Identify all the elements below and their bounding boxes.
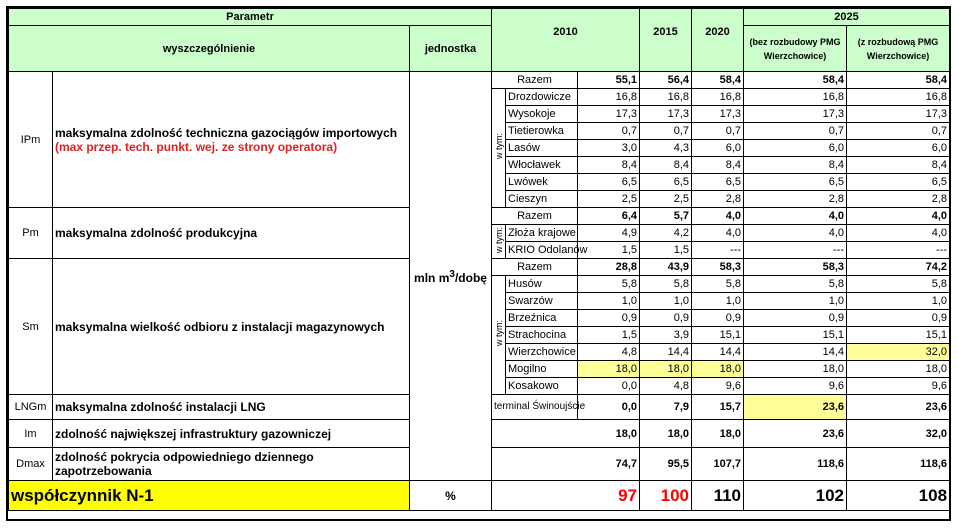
unit-sup: 3 bbox=[449, 268, 455, 280]
cell: 4,0 bbox=[744, 225, 847, 242]
ipm-total-2020: 58,4 bbox=[692, 72, 744, 89]
cell-highlighted: 32,0 bbox=[847, 344, 950, 361]
cell: 0,0 bbox=[578, 378, 640, 395]
cell: 0,9 bbox=[692, 310, 744, 327]
header-row-1 bbox=[9, 9, 950, 26]
pm-total-2010: 6,4 bbox=[578, 208, 640, 225]
cell: 1,0 bbox=[847, 293, 950, 310]
unit-cell bbox=[410, 72, 492, 481]
cell: 1,0 bbox=[578, 293, 640, 310]
cell: 6,5 bbox=[640, 174, 692, 191]
sm-total-2025-a: 58,3 bbox=[744, 259, 847, 276]
sm-row-label: Mogilno bbox=[506, 361, 578, 378]
cell: 0,7 bbox=[640, 123, 692, 140]
sm-row-label: Husów bbox=[506, 276, 578, 293]
cell: 6,0 bbox=[744, 140, 847, 157]
header-jednostka: jednostka bbox=[410, 26, 492, 72]
ipm-row-label: Lasów bbox=[506, 140, 578, 157]
sm-total-label: Razem bbox=[492, 259, 578, 276]
n1-2010: 97 bbox=[492, 481, 640, 511]
header-wyszczegolnienie: wyszczególnienie bbox=[9, 26, 410, 72]
header-2010: 2010 bbox=[492, 9, 640, 72]
im-description: zdolność największej infrastruktury gazowniczej bbox=[53, 420, 410, 448]
cell: 4,3 bbox=[640, 140, 692, 157]
n1-label: współczynnik N-1 bbox=[9, 481, 410, 511]
ipm-total-2015: 56,4 bbox=[640, 72, 692, 89]
dmax-2025-a: 118,6 bbox=[744, 448, 847, 481]
cell: 16,8 bbox=[744, 89, 847, 106]
cell: 6,0 bbox=[847, 140, 950, 157]
cell-highlighted: 18,0 bbox=[640, 361, 692, 378]
cell: 17,3 bbox=[744, 106, 847, 123]
cell: 14,4 bbox=[692, 344, 744, 361]
lngm-code: LNGm bbox=[9, 395, 53, 420]
n1-row bbox=[9, 481, 950, 511]
sm-total-2020: 58,3 bbox=[692, 259, 744, 276]
ipm-total-2025-a: 58,4 bbox=[744, 72, 847, 89]
sm-total-2025-b: 74,2 bbox=[847, 259, 950, 276]
dmax-2010: 74,7 bbox=[492, 448, 640, 481]
ipm-total-2010: 55,1 bbox=[578, 72, 640, 89]
cell: 6,5 bbox=[847, 174, 950, 191]
cell: 0,9 bbox=[578, 310, 640, 327]
cell: 4,0 bbox=[692, 225, 744, 242]
cell: 3,9 bbox=[640, 327, 692, 344]
pm-w-tym-label: w tym: bbox=[493, 226, 504, 253]
pm-row-label: Złoża krajowe bbox=[506, 225, 578, 242]
header-2015: 2015 bbox=[640, 9, 692, 72]
cell: 4,2 bbox=[640, 225, 692, 242]
cell: --- bbox=[847, 242, 950, 259]
lngm-2010: 0,0 bbox=[578, 395, 640, 420]
ipm-row-label: Tietierowka bbox=[506, 123, 578, 140]
cell: 4,0 bbox=[847, 225, 950, 242]
dmax-description: zdolność pokrycia odpowiedniego dziennego zapotrzebowania bbox=[53, 448, 410, 481]
cell: 6,5 bbox=[578, 174, 640, 191]
cell: --- bbox=[692, 242, 744, 259]
cell: 6,0 bbox=[692, 140, 744, 157]
sm-row-label: Brzeźnica bbox=[506, 310, 578, 327]
im-2015: 18,0 bbox=[640, 420, 692, 448]
cell: 16,8 bbox=[640, 89, 692, 106]
lngm-terminal-label: terminal Świnoujście bbox=[492, 395, 578, 420]
cell: 1,5 bbox=[578, 242, 640, 259]
cell: 6,5 bbox=[692, 174, 744, 191]
cell: 8,4 bbox=[640, 157, 692, 174]
cell: 6,5 bbox=[744, 174, 847, 191]
ipm-w-tym bbox=[492, 89, 506, 208]
cell: 4,9 bbox=[578, 225, 640, 242]
pm-row-label: KRIO Odolanów bbox=[506, 242, 578, 259]
cell: 3,0 bbox=[578, 140, 640, 157]
cell: 1,5 bbox=[640, 242, 692, 259]
cell: 17,3 bbox=[847, 106, 950, 123]
cell: 5,8 bbox=[692, 276, 744, 293]
cell: 8,4 bbox=[578, 157, 640, 174]
dmax-2020: 107,7 bbox=[692, 448, 744, 481]
sm-w-tym-label: w tym: bbox=[493, 320, 504, 346]
cell: 0,7 bbox=[692, 123, 744, 140]
unit-suffix: /dobę bbox=[454, 270, 487, 285]
cell: --- bbox=[744, 242, 847, 259]
cell: 2,8 bbox=[692, 191, 744, 208]
ipm-total-row bbox=[9, 72, 950, 89]
pm-total-label: Razem bbox=[492, 208, 578, 225]
cell: 5,8 bbox=[578, 276, 640, 293]
cell: 4,8 bbox=[640, 378, 692, 395]
cell: 1,0 bbox=[744, 293, 847, 310]
cell: 0,7 bbox=[847, 123, 950, 140]
sm-row-label: Kosakowo bbox=[506, 378, 578, 395]
lngm-2015: 7,9 bbox=[640, 395, 692, 420]
lngm-2025-a: 23,6 bbox=[744, 395, 847, 420]
header-2025-without: (bez rozbudowy PMG Wierzchowice) bbox=[744, 26, 847, 72]
pm-total-2025-b: 4,0 bbox=[847, 208, 950, 225]
cell: 0,7 bbox=[744, 123, 847, 140]
ipm-total-2025-b: 58,4 bbox=[847, 72, 950, 89]
cell: 17,3 bbox=[692, 106, 744, 123]
sm-row-label: Strachocina bbox=[506, 327, 578, 344]
cell: 0,9 bbox=[640, 310, 692, 327]
cell-highlighted: 18,0 bbox=[578, 361, 640, 378]
ipm-row-label: Wysokoje bbox=[506, 106, 578, 123]
cell-highlighted: 18,0 bbox=[692, 361, 744, 378]
cell: 9,6 bbox=[744, 378, 847, 395]
cell: 5,8 bbox=[847, 276, 950, 293]
ipm-desc-text: maksymalna zdolność techniczna gazociągów importowych bbox=[55, 125, 398, 140]
dmax-2025-b: 118,6 bbox=[847, 448, 950, 481]
cell: 5,8 bbox=[640, 276, 692, 293]
cell: 0,7 bbox=[578, 123, 640, 140]
cell: 2,8 bbox=[744, 191, 847, 208]
n1-2025-b: 108 bbox=[847, 481, 950, 511]
sm-row-label: Swarzów bbox=[506, 293, 578, 310]
pm-total-2015: 5,7 bbox=[640, 208, 692, 225]
n1-unit: % bbox=[410, 481, 492, 511]
cell: 0,9 bbox=[847, 310, 950, 327]
ipm-description bbox=[53, 72, 410, 208]
lngm-2025-b: 23,6 bbox=[847, 395, 950, 420]
n1-2015: 100 bbox=[640, 481, 692, 511]
ipm-w-tym-label: w tym: bbox=[493, 133, 504, 159]
cell: 16,8 bbox=[692, 89, 744, 106]
cell: 17,3 bbox=[578, 106, 640, 123]
cell: 8,4 bbox=[692, 157, 744, 174]
cell: 8,4 bbox=[847, 157, 950, 174]
sm-row-label: Wierzchowice bbox=[506, 344, 578, 361]
cell: 1,5 bbox=[578, 327, 640, 344]
cell: 16,8 bbox=[847, 89, 950, 106]
ipm-code: IPm bbox=[9, 72, 53, 208]
cell: 0,9 bbox=[744, 310, 847, 327]
pm-total-2020: 4,0 bbox=[692, 208, 744, 225]
cell: 4,8 bbox=[578, 344, 640, 361]
im-2010: 18,0 bbox=[492, 420, 640, 448]
cell: 2,5 bbox=[640, 191, 692, 208]
unit-main: mln m bbox=[414, 270, 450, 285]
im-2025-a: 23,6 bbox=[744, 420, 847, 448]
lngm-description: maksymalna zdolność instalacji LNG bbox=[53, 395, 410, 420]
cell: 16,8 bbox=[578, 89, 640, 106]
cell: 8,4 bbox=[744, 157, 847, 174]
ipm-row-label: Cieszyn bbox=[506, 191, 578, 208]
cell: 18,0 bbox=[744, 361, 847, 378]
n1-2020: 110 bbox=[692, 481, 744, 511]
sm-description: maksymalna wielkość odbioru z instalacji magazynowych bbox=[53, 259, 410, 395]
im-2020: 18,0 bbox=[692, 420, 744, 448]
cell: 15,1 bbox=[692, 327, 744, 344]
cell: 15,1 bbox=[847, 327, 950, 344]
ipm-total-label: Razem bbox=[492, 72, 578, 89]
ipm-note: (max przep. tech. punkt. wej. ze strony operatora) bbox=[55, 139, 338, 154]
cell: 14,4 bbox=[744, 344, 847, 361]
dmax-code: Dmax bbox=[9, 448, 53, 481]
sm-total-2010: 28,8 bbox=[578, 259, 640, 276]
cell: 15,1 bbox=[744, 327, 847, 344]
header-2025-with: (z rozbudową PMG Wierzchowice) bbox=[847, 26, 950, 72]
sm-code: Sm bbox=[9, 259, 53, 395]
cell: 2,8 bbox=[847, 191, 950, 208]
cell: 5,8 bbox=[744, 276, 847, 293]
cell: 2,5 bbox=[578, 191, 640, 208]
pm-description: maksymalna zdolność produkcyjna bbox=[53, 208, 410, 259]
cell: 1,0 bbox=[640, 293, 692, 310]
n1-2025-a: 102 bbox=[744, 481, 847, 511]
cell: 17,3 bbox=[640, 106, 692, 123]
header-parametr: Parametr bbox=[9, 9, 492, 26]
sm-total-2015: 43,9 bbox=[640, 259, 692, 276]
im-code: Im bbox=[9, 420, 53, 448]
n1-indicator-table-frame bbox=[6, 6, 951, 521]
header-row-2 bbox=[9, 26, 950, 72]
header-2020: 2020 bbox=[692, 9, 744, 72]
cell: 14,4 bbox=[640, 344, 692, 361]
sm-w-tym bbox=[492, 276, 506, 395]
dmax-2015: 95,5 bbox=[640, 448, 692, 481]
pm-w-tym bbox=[492, 225, 506, 259]
ipm-row-label: Drozdowicze bbox=[506, 89, 578, 106]
lngm-2020: 15,7 bbox=[692, 395, 744, 420]
cell: 18,0 bbox=[847, 361, 950, 378]
pm-total-2025-a: 4,0 bbox=[744, 208, 847, 225]
im-2025-b: 32,0 bbox=[847, 420, 950, 448]
header-2025: 2025 bbox=[744, 9, 950, 26]
ipm-row-label: Włocławek bbox=[506, 157, 578, 174]
cell: 1,0 bbox=[692, 293, 744, 310]
cell: 9,6 bbox=[692, 378, 744, 395]
ipm-row-label: Lwówek bbox=[506, 174, 578, 191]
pm-code: Pm bbox=[9, 208, 53, 259]
cell: 9,6 bbox=[847, 378, 950, 395]
n1-indicator-table bbox=[8, 8, 950, 511]
